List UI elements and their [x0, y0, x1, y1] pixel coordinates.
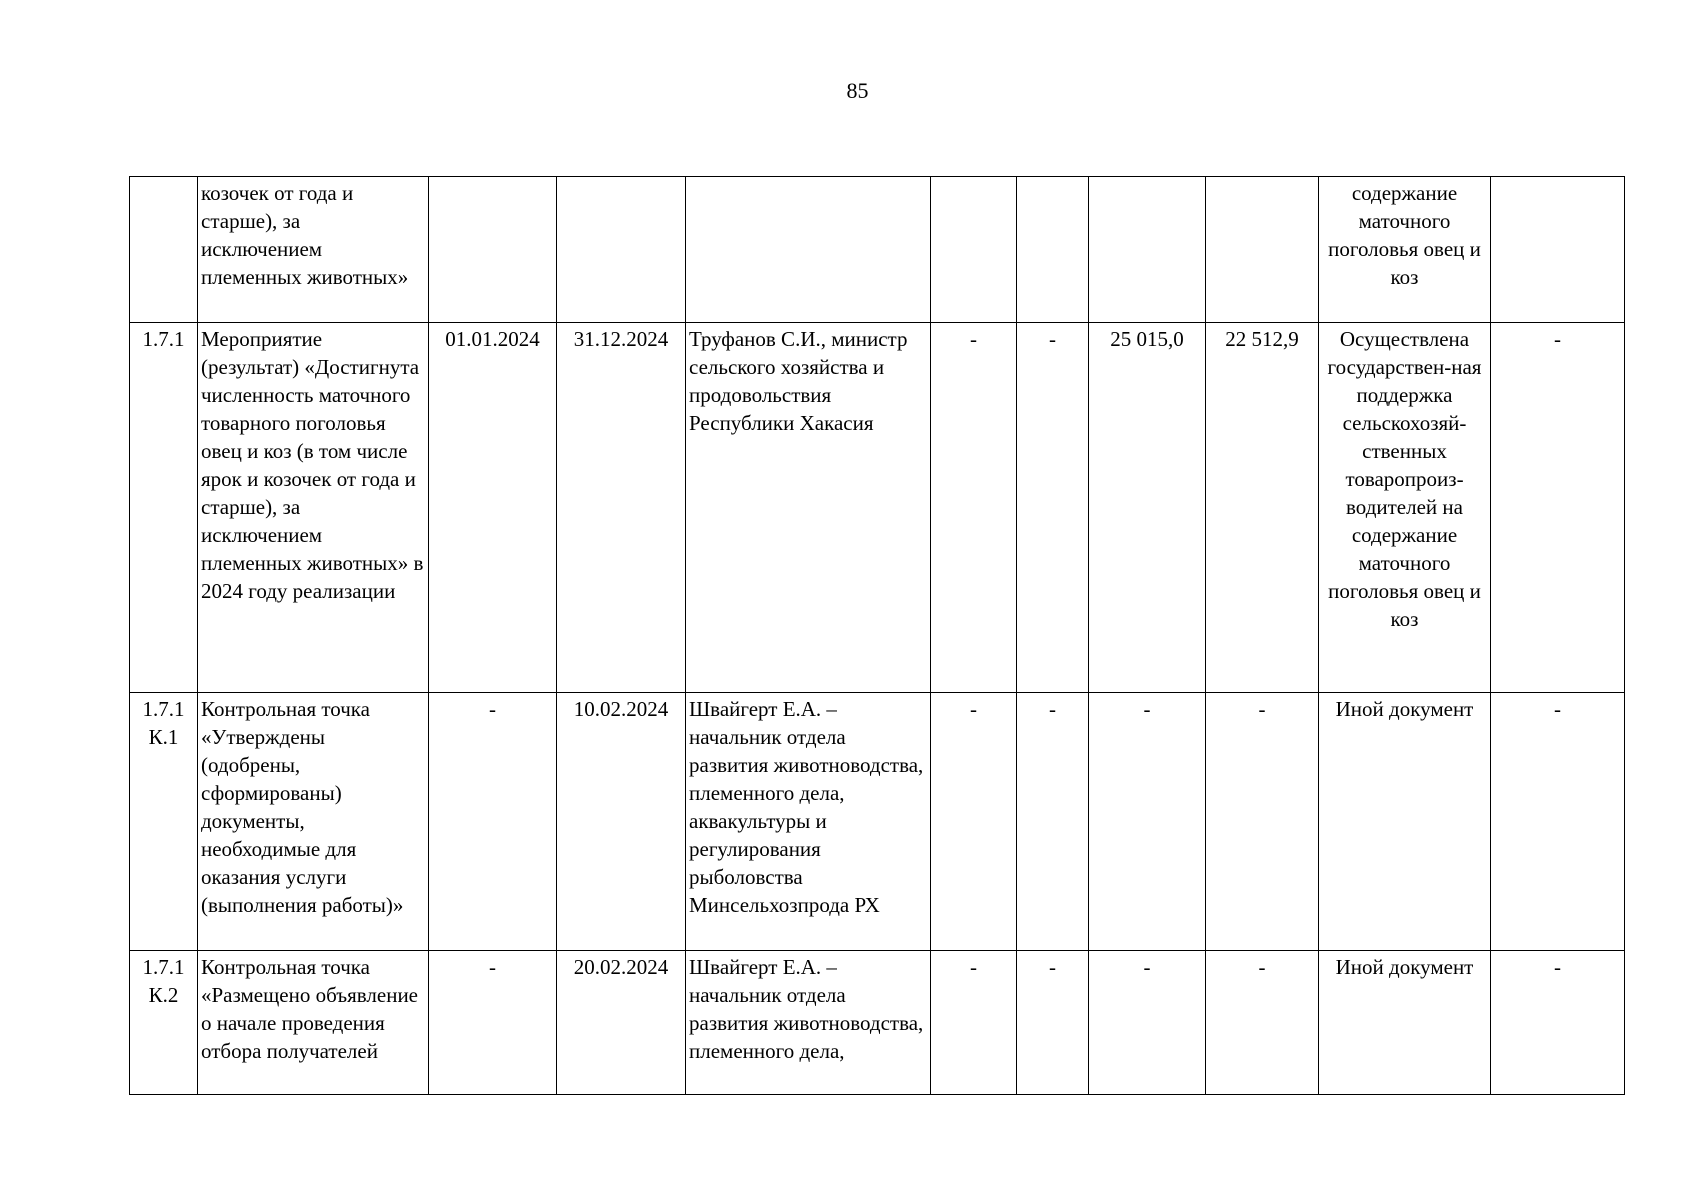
value-cell-1: [931, 177, 1017, 323]
value-cell-2: -: [1017, 693, 1089, 951]
value-cell-2: -: [1017, 323, 1089, 693]
end-date-cell: [557, 177, 686, 323]
table-row: [130, 323, 1625, 693]
value-cell-4: -: [1206, 693, 1319, 951]
row-number-cell: 1.7.1 К.1: [130, 693, 198, 951]
event-name-cell: козочек от года и старше), за исключением племенных животных»: [198, 177, 429, 323]
value-cell-1: -: [931, 323, 1017, 693]
value-cell-2: [1017, 177, 1089, 323]
table-row: [130, 177, 1625, 323]
event-name-cell: Мероприятие (результат) «Достигнута численность маточного товарного поголовья овец и коз (в том числе ярок и козочек от года и старше), за исключением племенных животных» в 2024 году реализации: [198, 323, 429, 693]
result-cell: Осуществлена государствен-ная поддержка сельскохозяй-ственных товаропроиз-водителей на содержание маточного поголовья овец и коз: [1319, 323, 1491, 693]
value-cell-4: [1206, 177, 1319, 323]
value-cell-3: [1089, 177, 1206, 323]
value-cell-4: -: [1206, 951, 1319, 1095]
result-cell: Иной документ: [1319, 951, 1491, 1095]
event-name-cell: Контрольная точка «Размещено объявление о начале проведения отбора получателей: [198, 951, 429, 1095]
end-date-cell: 31.12.2024: [557, 323, 686, 693]
responsible-cell: Швайгерт Е.А. – начальник отдела развития животноводства, племенного дела, аквакультуры и регулирования рыболовства Минсельхозпрода РХ: [686, 693, 931, 951]
value-cell-1: -: [931, 693, 1017, 951]
row-number-cell: 1.7.1: [130, 323, 198, 693]
value-cell-1: -: [931, 951, 1017, 1095]
page-number: 85: [846, 78, 869, 103]
start-date-cell: 01.01.2024: [429, 323, 557, 693]
last-cell: [1491, 177, 1625, 323]
end-date-cell: 10.02.2024: [557, 693, 686, 951]
plan-table: [129, 176, 1625, 1095]
last-cell: -: [1491, 693, 1625, 951]
event-name-cell: Контрольная точка «Утверждены (одобрены, сформированы) документы, необходимые для оказания услуги (выполнения работы)»: [198, 693, 429, 951]
start-date-cell: [429, 177, 557, 323]
value-cell-3: -: [1089, 951, 1206, 1095]
row-number-cell: [130, 177, 198, 323]
responsible-cell: Труфанов С.И., министр сельского хозяйства и продовольствия Республики Хакасия: [686, 323, 931, 693]
value-cell-4: 22 512,9: [1206, 323, 1319, 693]
value-cell-3: -: [1089, 693, 1206, 951]
end-date-cell: 20.02.2024: [557, 951, 686, 1095]
table-row: [130, 693, 1625, 951]
last-cell: -: [1491, 323, 1625, 693]
responsible-cell: [686, 177, 931, 323]
value-cell-3: 25 015,0: [1089, 323, 1206, 693]
value-cell-2: -: [1017, 951, 1089, 1095]
result-cell: Иной документ: [1319, 693, 1491, 951]
row-number-cell: 1.7.1 К.2: [130, 951, 198, 1095]
table-row: [130, 951, 1625, 1095]
last-cell: -: [1491, 951, 1625, 1095]
start-date-cell: -: [429, 693, 557, 951]
result-cell: содержание маточного поголовья овец и коз: [1319, 177, 1491, 323]
start-date-cell: -: [429, 951, 557, 1095]
responsible-cell: Швайгерт Е.А. – начальник отдела развития животноводства, племенного дела,: [686, 951, 931, 1095]
